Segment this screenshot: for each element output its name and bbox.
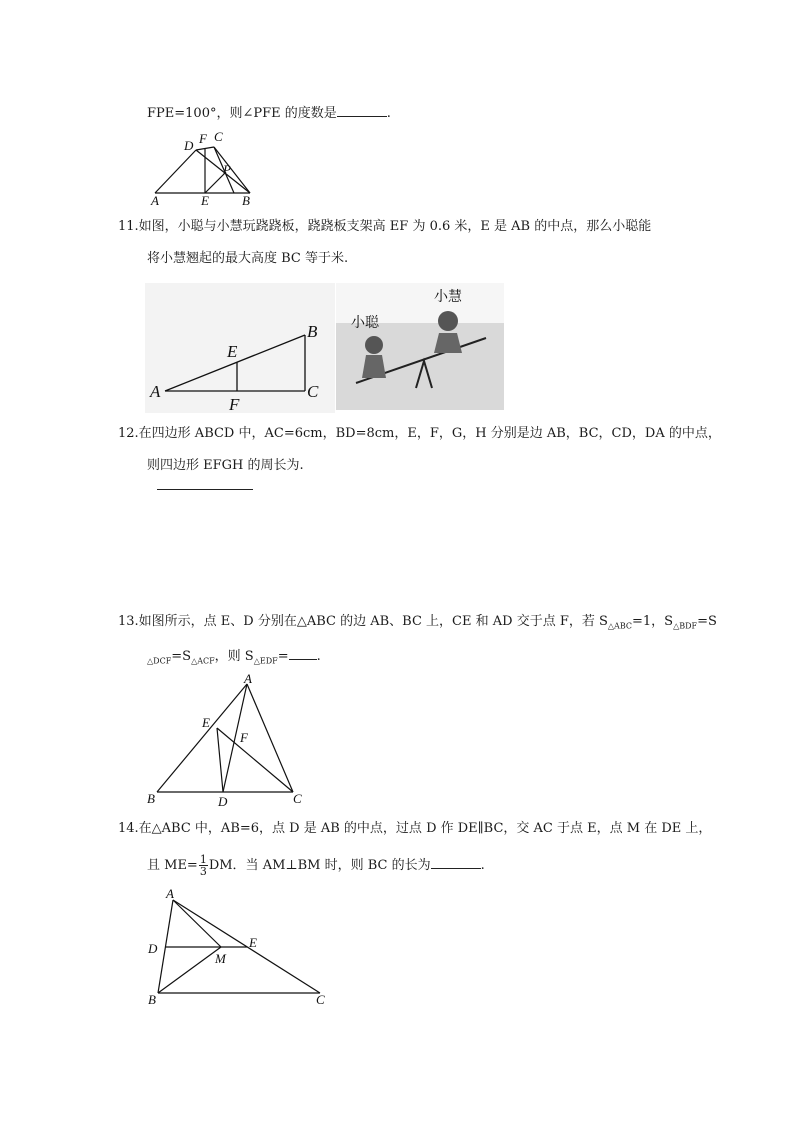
fraction: $\frac{1}{3}$: [199, 853, 207, 878]
label-A: A: [166, 886, 174, 901]
q14-line2: 且 ME= $\frac{1}{3}$ DM．当 AM⊥BM 时，则 BC 的长为 .: [147, 853, 485, 878]
label-E: E: [201, 193, 209, 208]
answer-blank: [431, 856, 481, 869]
label-xiaocong: 小聪: [351, 316, 379, 331]
label-E: E: [202, 715, 210, 730]
answer-blank: [289, 647, 317, 660]
label-M: M: [215, 951, 226, 966]
answer-blank: [157, 489, 253, 490]
label-A: A: [151, 193, 159, 208]
q14-figure: [145, 885, 335, 1010]
label-C: C: [307, 382, 319, 401]
answer-blank: [337, 104, 387, 117]
q11-triangle-figure: [145, 283, 335, 413]
label-D: D: [218, 794, 228, 809]
label-C: C: [293, 791, 302, 806]
q13-line1: 13.如图所示，点 E、D 分别在△ABC 的边 AB、BC 上，CE 和 AD 交于点 F，若 $S_{\triangle ABC}=1$，$S_{\triangle BDF}=S$: [118, 614, 717, 631]
label-F: F: [199, 131, 207, 146]
q12-line1: 12.在四边形 ABCD 中，AC=6cm，BD=8cm，E，F，G，H 分别是边 AB，BC，CD，DA 的中点，: [118, 426, 721, 441]
label-D: D: [148, 941, 158, 956]
q10-text: FPE=100°，则∠PFE 的度数是 .: [147, 106, 391, 121]
label-A: A: [244, 671, 252, 686]
q10-figure: [150, 129, 260, 208]
label-E: E: [227, 342, 238, 361]
q13-figure: [145, 672, 305, 807]
label-F: F: [229, 395, 240, 414]
label-D: D: [184, 138, 194, 153]
q14-line1: 14.在△ABC 中，AB=6，点 D 是 AB 的中点，过点 D 作 DE∥BC，交 AC 于点 E，点 M 在 DE 上，: [118, 821, 712, 836]
label-E: E: [249, 935, 257, 950]
q11-line1: 11.如图，小聪与小慧玩跷跷板，跷跷板支架高 EF 为 0.6 米，E 是 AB 的中点，那么小聪能: [118, 219, 652, 234]
label-C: C: [316, 992, 325, 1007]
q12-line2: 则四边形 EFGH 的周长为.: [147, 458, 304, 473]
label-B: B: [242, 193, 250, 208]
label-B: B: [147, 791, 155, 806]
label-C: C: [214, 129, 223, 144]
label-P: P: [223, 162, 231, 177]
seesaw-illustration: [336, 283, 504, 410]
label-F: F: [240, 730, 248, 745]
label-A: A: [150, 382, 161, 401]
label-xiaohui: 小慧: [434, 290, 462, 305]
q11-line2: 将小慧翘起的最大高度 BC 等于米.: [147, 251, 349, 266]
q13-line2: $_{\triangle DCF}=S_{\triangle ACF}$，则 $S_{\triangle EDF}=$ .: [147, 649, 321, 666]
label-B: B: [307, 322, 318, 341]
label-B: B: [148, 992, 156, 1007]
